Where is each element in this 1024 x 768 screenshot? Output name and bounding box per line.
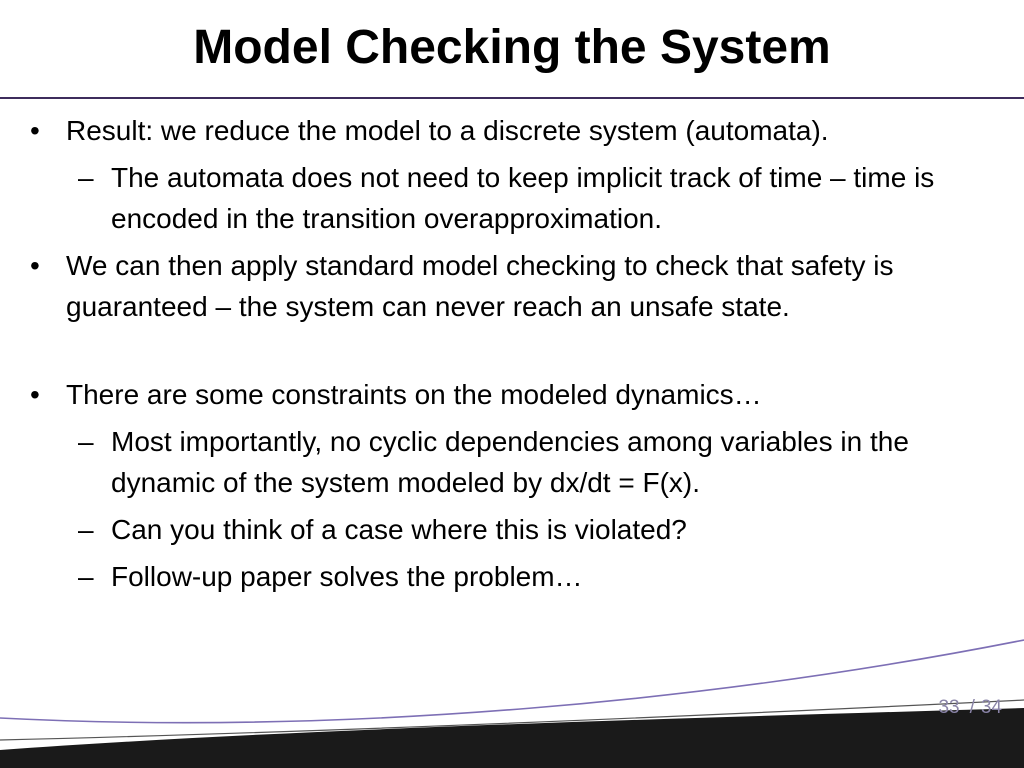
sub-bullet-text: Can you think of a case where this is violated? [111,514,687,545]
bullet-text: There are some constraints on the modeled dynamics… [66,379,762,410]
sub-bullet-item [0,157,1024,239]
page-current: 33 [938,697,960,718]
bullet-item [0,245,1024,327]
sub-bullet-item [0,509,1024,550]
page-separator: / [969,697,975,718]
sub-bullet-item [0,556,1024,597]
sub-bullet-item [0,421,1024,503]
dash-marker: – [78,426,94,457]
bullet-text: We can then apply standard model checking to check that safety is guaranteed – the system can never reach an unsafe state. [66,250,894,322]
footer-curve [0,640,1024,723]
slide-title: Model Checking the System [193,21,831,74]
sub-bullet-text: Most importantly, no cyclic dependencies among variables in the dynamic of the system modeled by dx/dt = F(x). [111,426,909,498]
dash-marker: – [78,514,94,545]
bullet-marker: • [30,379,40,410]
sub-bullet-text: The automata does not need to keep implicit track of time – time is encoded in the transition overapproximation. [111,162,935,234]
bullet-text: Result: we reduce the model to a discrete system (automata). [66,115,829,146]
dash-marker: – [78,561,94,592]
sub-bullet-text: Follow-up paper solves the problem… [111,561,583,592]
title-divider [0,97,1024,99]
footer-decoration [0,600,1024,768]
bullet-item [0,374,1024,415]
page-total: 34 [980,697,1002,718]
page-number [938,697,1002,719]
footer-band [0,708,1024,768]
bullet-item [0,110,1024,151]
dash-marker: – [78,162,94,193]
bullet-marker: • [30,250,40,281]
slide-body [0,110,1024,597]
bullet-marker: • [30,115,40,146]
